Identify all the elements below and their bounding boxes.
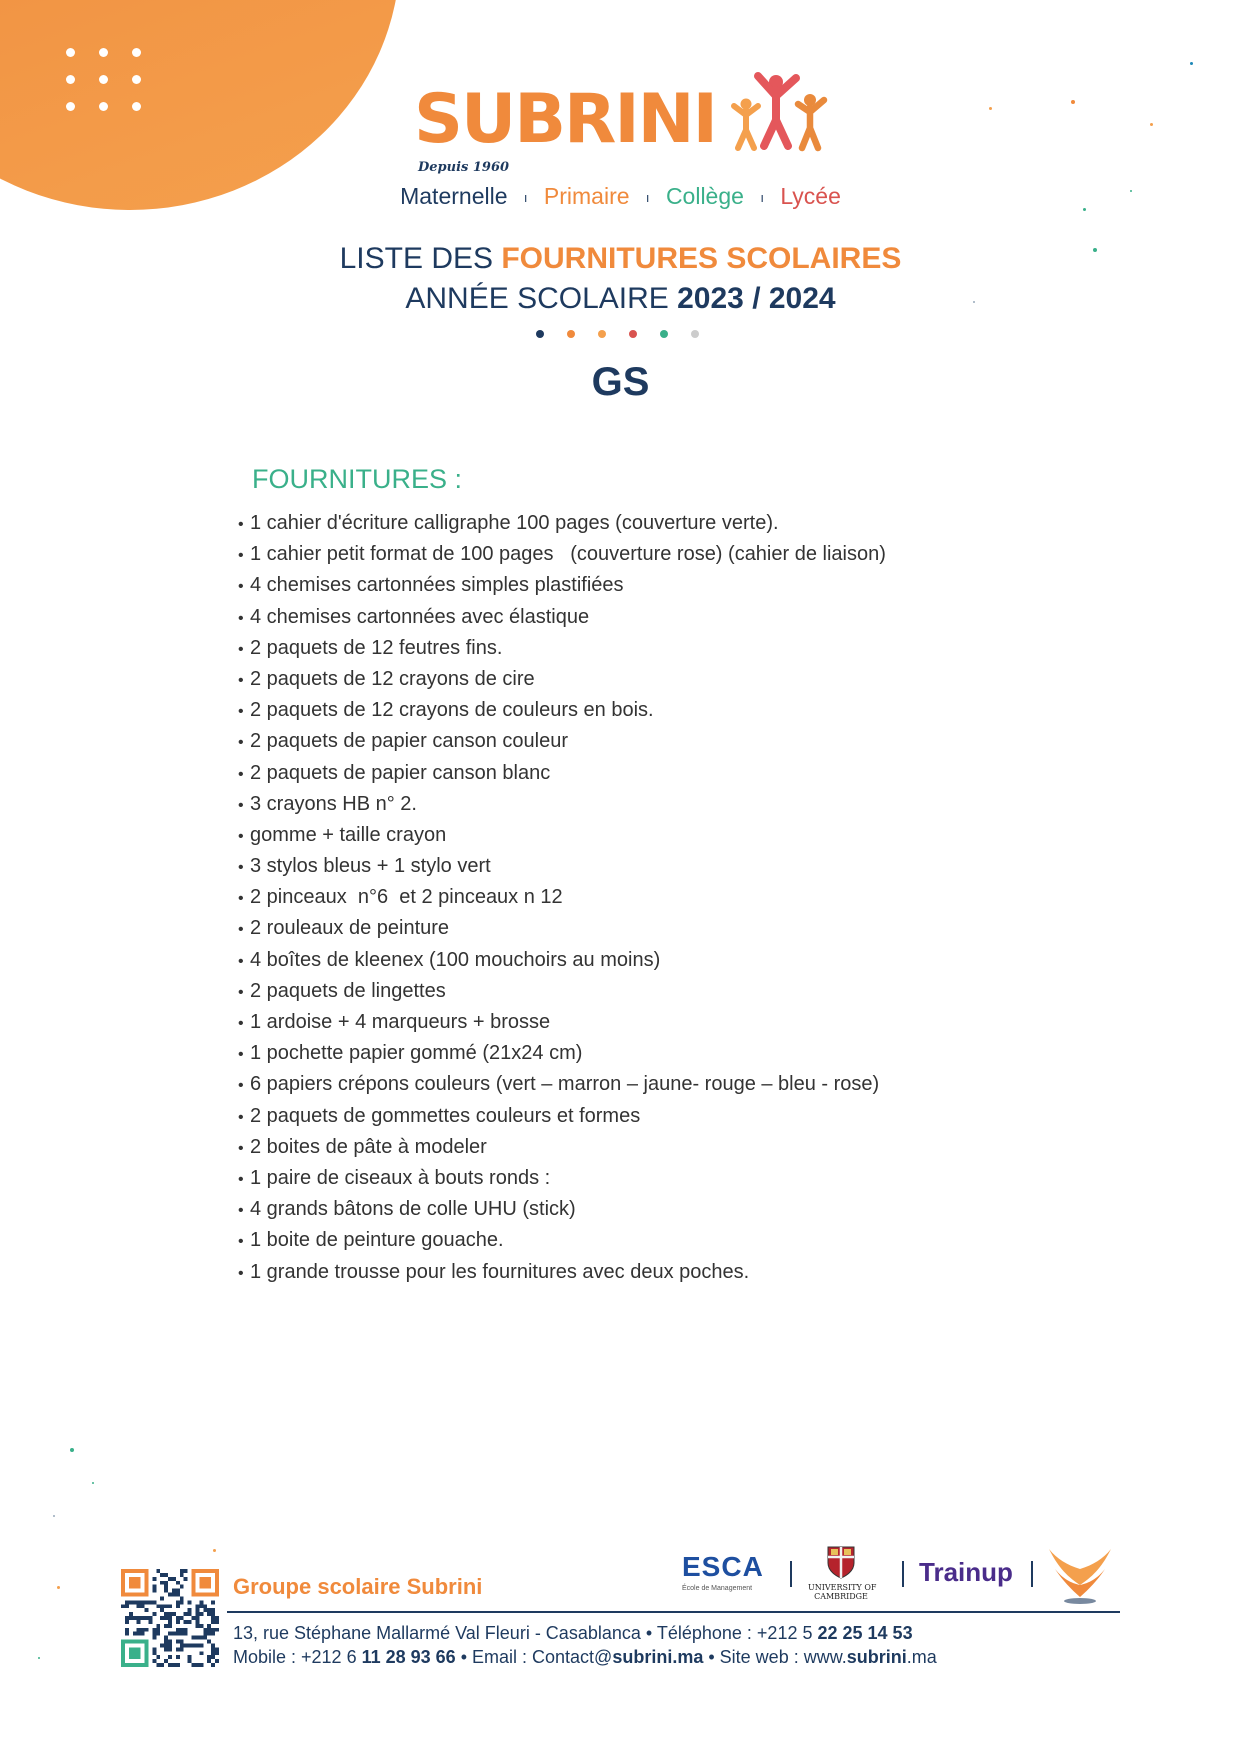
level-maternelle: Maternelle: [400, 183, 508, 209]
decorative-speck: [38, 1657, 40, 1659]
supply-item-text: 4 chemises cartonnées simples plastifiées: [250, 574, 624, 597]
decorative-speck: [1150, 123, 1153, 126]
bullet-icon: •: [238, 703, 244, 721]
address-text: 13, rue Stéphane Mallarmé Val Fleuri - Casablanca • Téléphone : +212 5: [233, 1623, 818, 1643]
level-lycee: Lycée: [780, 183, 841, 209]
supply-item: [238, 789, 998, 820]
supply-item-text: 1 boite de peinture gouache.: [250, 1229, 504, 1252]
decorative-speck: [989, 107, 992, 110]
supply-item: [238, 976, 998, 1007]
bullet-icon: •: [238, 640, 244, 658]
supply-item: [238, 1257, 998, 1288]
bullet-icon: •: [238, 1046, 244, 1064]
children-jumping-icon: [714, 70, 854, 170]
level-separator: ı: [645, 190, 650, 206]
mobile-number: 11 28 93 66: [361, 1647, 456, 1667]
level-primaire: Primaire: [543, 183, 630, 209]
bullet-icon: •: [238, 765, 244, 783]
bullet-icon: •: [238, 1139, 244, 1157]
supply-item: [238, 1069, 998, 1100]
accent-dots: [536, 330, 706, 340]
association-wings-icon: [1045, 1545, 1115, 1607]
footer-divider: [227, 1611, 1120, 1613]
title-prefix: LISTE DES: [339, 242, 502, 275]
mobile-prefix: Mobile : +212 6: [233, 1647, 362, 1667]
footer-contacts: [233, 1647, 937, 1668]
supply-item-text: 1 paire de ciseaux à bouts ronds :: [250, 1166, 551, 1189]
accent-dot: [598, 330, 606, 338]
supply-item-text: gomme + taille crayon: [250, 823, 447, 846]
web-suffix: .ma: [906, 1647, 937, 1667]
bullet-icon: •: [238, 734, 244, 752]
decorative-speck: [57, 1586, 60, 1589]
bullet-icon: •: [238, 1170, 244, 1188]
supply-item: [238, 851, 998, 882]
partner-divider: [1031, 1561, 1033, 1587]
esca-subtitle: École de Management: [682, 1585, 753, 1592]
level-separator: ı: [523, 190, 528, 206]
footer-address: [233, 1623, 913, 1644]
bullet-icon: •: [238, 609, 244, 627]
decorative-speck: [1071, 100, 1075, 104]
accent-dot: [536, 330, 544, 338]
web-domain: subrini: [846, 1647, 907, 1667]
supply-item-text: 2 paquets de 12 crayons de cire: [250, 667, 535, 690]
bullet-icon: •: [238, 859, 244, 877]
phone-number: 22 25 14 53: [817, 1623, 913, 1643]
bullet-icon: •: [238, 1202, 244, 1220]
bullet-icon: •: [238, 921, 244, 939]
dot-grid-icon: [66, 48, 142, 124]
supply-item-text: 2 boites de pâte à modeler: [250, 1135, 487, 1158]
supply-item-text: 1 cahier d'écriture calligraphe 100 pages (couverture verte).: [250, 512, 779, 534]
supply-item-text: 1 pochette papier gommé (21x24 cm): [250, 1042, 583, 1065]
level-college: Collège: [665, 183, 744, 209]
bullet-icon: •: [238, 671, 244, 689]
supply-item: [238, 695, 998, 726]
supply-item-text: 2 paquets de 12 feutres fins.: [250, 636, 503, 659]
school-levels: [0, 183, 1241, 210]
accent-dot: [660, 330, 668, 338]
bullet-icon: •: [238, 1233, 244, 1251]
web-prefix: • Site web : www.: [703, 1647, 847, 1667]
supply-item: [238, 664, 998, 695]
bullet-icon: •: [238, 516, 244, 533]
supply-item-text: 3 crayons HB n° 2.: [250, 792, 417, 815]
logo-since: Depuis 1960: [418, 160, 510, 175]
bullet-icon: •: [238, 1264, 244, 1282]
grade-level: GS: [591, 360, 650, 404]
supply-item-text: 2 paquets de lingettes: [250, 979, 446, 1002]
supply-item: [238, 820, 998, 851]
bullet-icon: •: [238, 796, 244, 814]
accent-dot: [567, 330, 575, 338]
supplies-list: [238, 508, 998, 1288]
supplies-heading: FOURNITURES :: [252, 464, 463, 494]
supply-item-text: 2 paquets de gommettes couleurs et formes: [250, 1104, 641, 1127]
supply-item-text: 1 grande trousse pour les fournitures avec deux poches.: [250, 1260, 750, 1283]
supply-item: [238, 913, 998, 944]
year-prefix: ANNÉE SCOLAIRE: [405, 282, 678, 315]
footer-org-name: Groupe scolaire Subrini: [233, 1574, 483, 1599]
supply-item-text: 2 paquets de papier canson couleur: [250, 730, 569, 753]
supply-item-text: 3 stylos bleus + 1 stylo vert: [250, 855, 491, 878]
supply-item: [238, 1007, 998, 1038]
bullet-icon: •: [238, 1015, 244, 1032]
bullet-icon: •: [238, 827, 244, 845]
esca-logo: ESCA: [682, 1551, 764, 1582]
corner-decoration: [0, 0, 400, 210]
partner-logos: [678, 1545, 1123, 1607]
decorative-speck: [1190, 62, 1193, 65]
supply-item: [238, 633, 998, 664]
bullet-icon: •: [238, 1108, 244, 1126]
supply-item: [238, 508, 998, 539]
qr-code-icon: [121, 1569, 219, 1667]
level-separator: ı: [760, 190, 764, 206]
supply-item: [238, 882, 998, 913]
bullet-icon: •: [238, 578, 244, 596]
supply-item: [238, 1194, 998, 1225]
decorative-speck: [70, 1448, 74, 1452]
bullet-icon: •: [238, 1077, 244, 1095]
supply-item-text: 4 boîtes de kleenex (100 mouchoirs au moins): [250, 948, 661, 971]
bullet-icon: •: [238, 890, 244, 908]
title-highlight: FOURNITURES SCOLAIRES: [501, 242, 902, 275]
email-prefix: • Email : Contact@: [455, 1647, 613, 1667]
supply-item: [238, 1132, 998, 1163]
school-year: [0, 282, 1241, 316]
trainup-logo: Trainup: [919, 1557, 1013, 1587]
logo-wordmark: SUBRINI: [414, 80, 716, 159]
supply-item: [238, 1163, 998, 1194]
supply-item: [238, 602, 998, 633]
decorative-speck: [53, 1515, 55, 1517]
supply-item-text: 2 paquets de 12 crayons de couleurs en bois.: [250, 699, 654, 722]
accent-dot: [629, 330, 637, 338]
subrini-logo: [414, 80, 844, 186]
supply-item: [238, 1038, 998, 1069]
decorative-speck: [213, 1549, 216, 1552]
supply-item: [238, 758, 998, 789]
supply-item: [238, 945, 998, 976]
supply-item: [238, 726, 998, 757]
cambridge-shield-icon: [826, 1545, 856, 1579]
cambridge-text: UNIVERSITY OF CAMBRIDGE: [808, 1583, 877, 1601]
year-value: 2023 / 2024: [677, 282, 836, 315]
document-title: [0, 242, 1241, 276]
supply-item: [238, 1225, 998, 1256]
email-domain: subrini.ma: [612, 1647, 704, 1667]
supply-item-text: 4 grands bâtons de colle UHU (stick): [250, 1198, 576, 1221]
bullet-icon: •: [238, 952, 244, 970]
supply-item-text: 1 ardoise + 4 marqueurs + brosse: [250, 1011, 551, 1033]
supply-item-text: 4 chemises cartonnées avec élastique: [250, 605, 590, 628]
bullet-icon: •: [238, 547, 244, 565]
partner-divider: [790, 1561, 792, 1587]
supply-item-text: 2 pinceaux n°6 et 2 pinceaux n 12: [250, 886, 563, 909]
supply-item-text: 2 rouleaux de peinture: [250, 917, 450, 940]
bullet-icon: •: [238, 983, 244, 1001]
supply-item-text: 1 cahier petit format de 100 pages (couverture rose) (cahier de liaison): [250, 543, 886, 566]
supply-item-text: 2 paquets de papier canson blanc: [250, 761, 551, 784]
accent-dot: [691, 330, 699, 338]
supply-item: [238, 539, 998, 570]
decorative-speck: [92, 1482, 94, 1484]
supply-item: [238, 1101, 998, 1132]
partner-divider: [902, 1561, 904, 1587]
supply-item: [238, 570, 998, 601]
supply-item-text: 6 papiers crépons couleurs (vert – marron – jaune- rouge – bleu - rose): [250, 1073, 880, 1096]
